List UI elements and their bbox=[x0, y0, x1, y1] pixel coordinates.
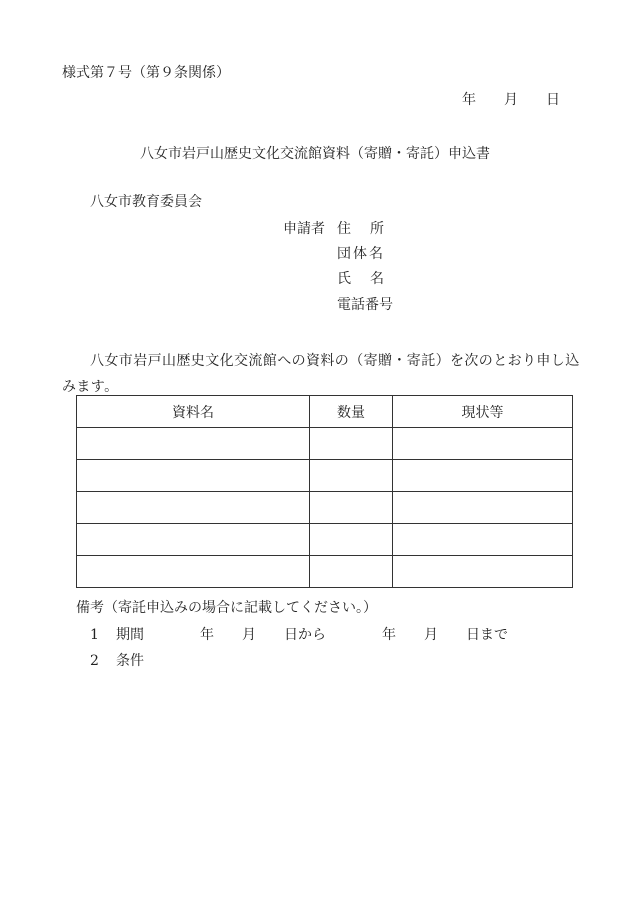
cell-material-name[interactable] bbox=[77, 460, 310, 492]
cell-material-name[interactable] bbox=[77, 556, 310, 588]
table-row bbox=[77, 492, 573, 524]
cell-material-name[interactable] bbox=[77, 524, 310, 556]
page-title: 八女市岩戸山歴史文化交流館資料（寄贈・寄託）申込書 bbox=[140, 146, 490, 162]
item-label: 期間 bbox=[116, 627, 144, 643]
field-address: 住所 bbox=[337, 221, 403, 237]
period-day-from: 日から bbox=[284, 627, 326, 643]
item-number: 2 bbox=[90, 653, 99, 669]
date-line bbox=[462, 91, 560, 109]
period-year-from: 年 bbox=[200, 627, 214, 643]
cell-condition[interactable] bbox=[393, 460, 573, 492]
date-month: 月 bbox=[504, 92, 518, 108]
form-number: 様式第７号（第９条関係） bbox=[62, 65, 230, 81]
table-row bbox=[77, 460, 573, 492]
date-year: 年 bbox=[462, 92, 476, 108]
field-name: 氏名 bbox=[337, 271, 403, 287]
remarks-item-conditions bbox=[90, 652, 144, 670]
cell-condition[interactable] bbox=[393, 556, 573, 588]
application-statement: 八女市岩戸山歴史文化交流館への資料の（寄贈・寄託）を次のとおり申し込みます。 bbox=[62, 353, 580, 395]
period-month-until: 月 bbox=[424, 627, 438, 643]
header-material-name: 資料名 bbox=[77, 396, 310, 428]
applicant-label: 申請者 bbox=[283, 221, 325, 237]
cell-material-name[interactable] bbox=[77, 428, 310, 460]
field-phone: 電話番号 bbox=[337, 297, 393, 313]
cell-condition[interactable] bbox=[393, 492, 573, 524]
cell-material-name[interactable] bbox=[77, 492, 310, 524]
period-month-from: 月 bbox=[242, 627, 256, 643]
materials-table bbox=[76, 395, 573, 588]
header-condition: 現状等 bbox=[393, 396, 573, 428]
cell-quantity[interactable] bbox=[310, 428, 393, 460]
remarks-heading: 備考（寄託申込みの場合に記載してください。） bbox=[76, 600, 377, 616]
cell-quantity[interactable] bbox=[310, 556, 393, 588]
cell-condition[interactable] bbox=[393, 524, 573, 556]
table-row bbox=[77, 556, 573, 588]
table-row bbox=[77, 428, 573, 460]
item-label: 条件 bbox=[116, 653, 144, 669]
period-year-until: 年 bbox=[382, 627, 396, 643]
date-day: 日 bbox=[546, 92, 560, 108]
table-row bbox=[77, 524, 573, 556]
addressee: 八女市教育委員会 bbox=[90, 194, 202, 210]
cell-quantity[interactable] bbox=[310, 524, 393, 556]
header-quantity: 数量 bbox=[310, 396, 393, 428]
field-organization: 団体名 bbox=[337, 246, 385, 262]
period-day-until: 日まで bbox=[466, 627, 508, 643]
remarks-item-period bbox=[90, 626, 508, 644]
item-number: 1 bbox=[90, 627, 99, 643]
cell-quantity[interactable] bbox=[310, 492, 393, 524]
table-header-row bbox=[77, 396, 573, 428]
cell-condition[interactable] bbox=[393, 428, 573, 460]
cell-quantity[interactable] bbox=[310, 460, 393, 492]
